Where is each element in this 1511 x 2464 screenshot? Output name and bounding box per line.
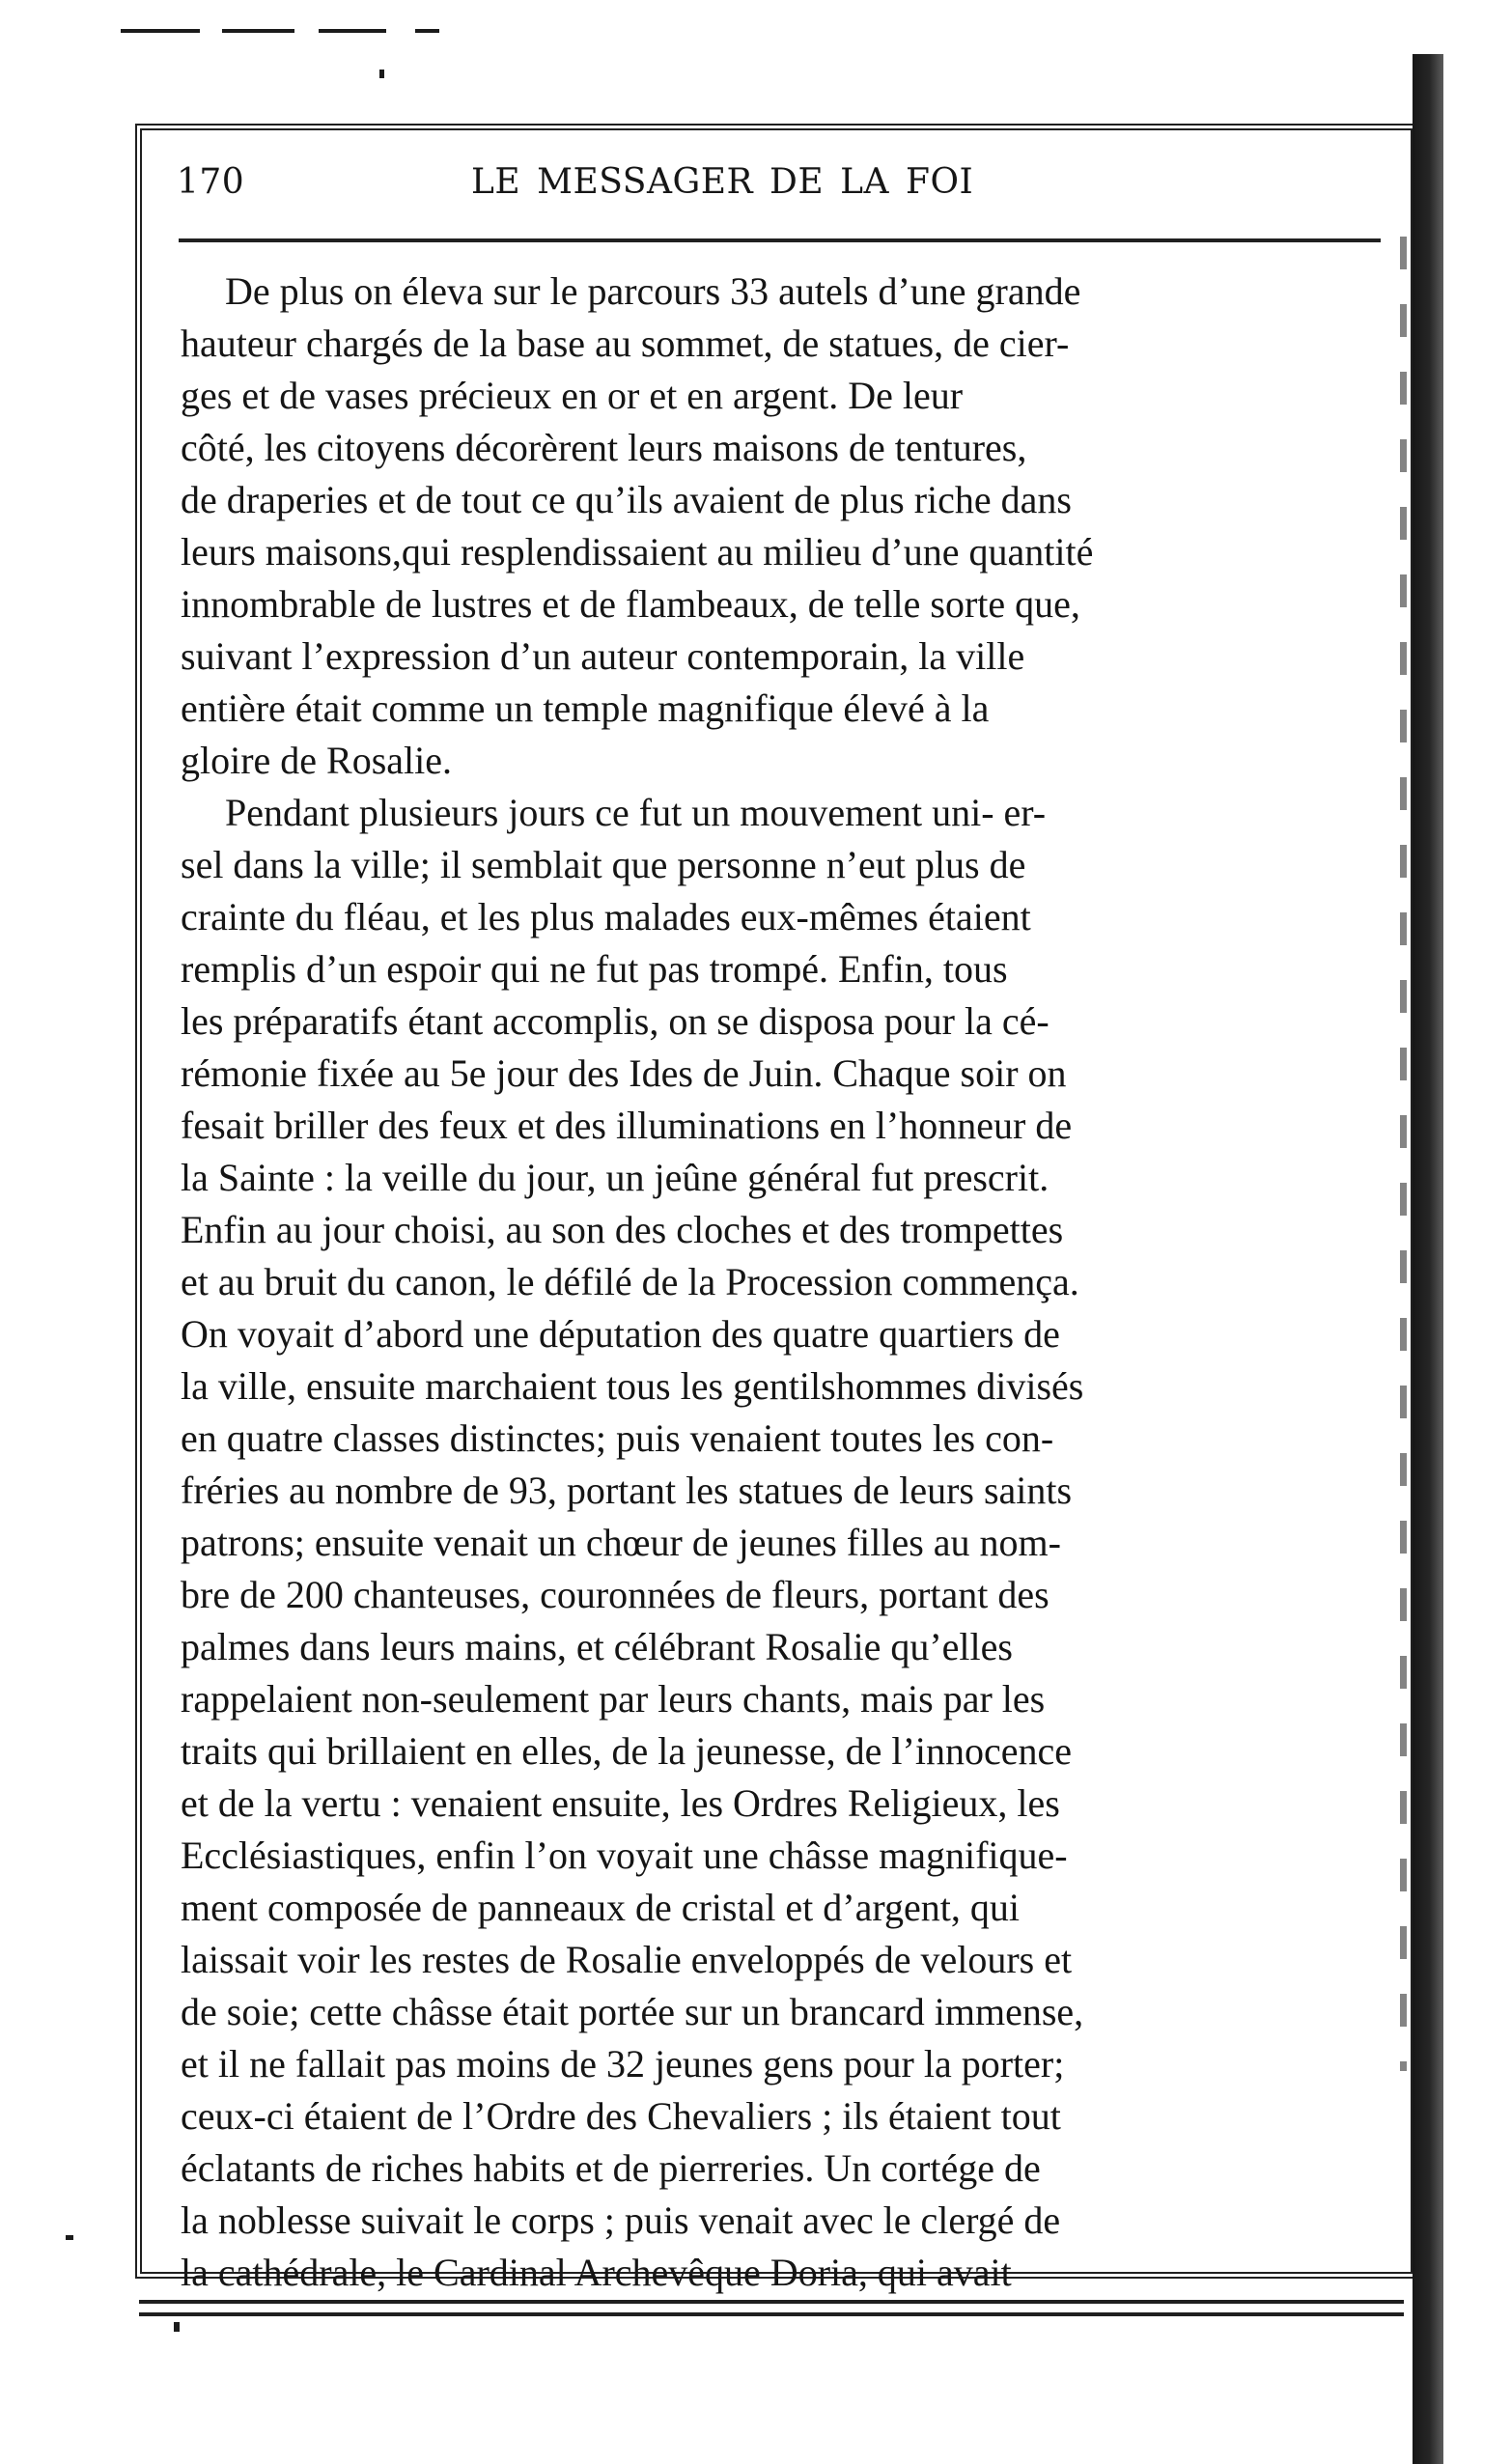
text-line: rémonie fixée au 5e jour des Ides de Juin. Chaque soir on (181, 1051, 1067, 1095)
text-line: leurs maisons,qui resplendissaient au milieu d’une quantité (181, 530, 1094, 574)
text-line: rappelaient non-seulement par leurs chants, mais par les (181, 1677, 1046, 1721)
bottom-rule (139, 2312, 1404, 2316)
page-number: 170 (177, 162, 245, 202)
text-line: innombrable de lustres et de flambeaux, de telle sorte que, (181, 582, 1080, 626)
scan-dot (174, 2322, 180, 2332)
text-line: de soie; cette châsse était portée sur un brancard immense, (181, 1990, 1084, 2033)
text-line: Pendant plusieurs jours ce fut un mouvement uni- er- (225, 791, 1047, 834)
text-line: et de la vertu : venaient ensuite, les Ordres Religieux, les (181, 1781, 1060, 1825)
text-line: éclatants de riches habits et de pierreries. Un cortége de (181, 2146, 1041, 2190)
text-line: On voyait d’abord une députation des quatre quartiers de (181, 1312, 1060, 1356)
bottom-rule (139, 2300, 1404, 2304)
text-line: ges et de vases précieux en or et en argent. De leur (181, 374, 964, 417)
text-line: la noblesse suivait le corps ; puis venait avec le clergé de (181, 2198, 1061, 2242)
text-line: crainte du fléau, et les plus malades eux-mêmes étaient (181, 895, 1031, 938)
text-line: entière était comme un temple magnifique élevé à la (181, 686, 990, 730)
text-line: ment composée de panneaux de cristal et d’argent, qui (181, 1886, 1020, 1929)
header-rule (179, 238, 1381, 242)
text-line: palmes dans leurs mains, et célébrant Rosalie qu’elles (181, 1625, 1013, 1668)
text-line: hauteur chargés de la base au sommet, de statues, de cier- (181, 322, 1070, 365)
text-line: laissait voir les restes de Rosalie enveloppés de velours et (181, 1938, 1073, 1981)
text-line: ceux-ci étaient de l’Ordre des Chevaliers ; ils étaient tout (181, 2094, 1061, 2138)
page-header (177, 162, 1379, 230)
text-line: la cathédrale, le Cardinal Archevêque Doria, qui avait (181, 2251, 1012, 2294)
text-line: et au bruit du canon, le défilé de la Procession commença. (181, 1260, 1079, 1303)
binding-shadow (1400, 237, 1407, 2071)
scan-dot (66, 2235, 73, 2240)
text-line: et il ne fallait pas moins de 32 jeunes gens pour la porter; (181, 2042, 1065, 2086)
text-line: gloire de Rosalie. (181, 739, 453, 782)
text-line: traits qui brillaient en elles, de la jeunesse, de l’innocence (181, 1729, 1072, 1773)
text-line: en quatre classes distinctes; puis venaient toutes les con- (181, 1416, 1054, 1460)
text-line: Enfin au jour choisi, au son des cloches et des trompettes (181, 1208, 1064, 1251)
scan-mark (222, 29, 294, 33)
scan-mark (121, 29, 200, 33)
text-line: suivant l’expression d’un auteur contemporain, la ville (181, 634, 1025, 678)
text-line: Ecclésiastiques, enfin l’on voyait une châsse magnifique- (181, 1834, 1068, 1877)
text-line: fréries au nombre de 93, portant les statues de leurs saints (181, 1469, 1073, 1512)
text-line: fesait briller des feux et des illuminations en l’honneur de (181, 1104, 1073, 1147)
text-line: De plus on éleva sur le parcours 33 autels d’une grande (225, 269, 1081, 313)
text-line: sel dans la ville; il semblait que personne n’eut plus de (181, 843, 1026, 886)
text-line: patrons; ensuite venait un chœur de jeunes filles au nom- (181, 1521, 1061, 1564)
scan-dot (379, 70, 384, 78)
text-line: de draperies et de tout ce qu’ils avaient de plus riche dans (181, 478, 1072, 521)
text-line: bre de 200 chanteuses, couronnées de fleurs, portant des (181, 1573, 1049, 1616)
scan-mark (415, 29, 439, 33)
scan-mark (319, 29, 386, 33)
text-line: côté, les citoyens décorèrent leurs maisons de tentures, (181, 426, 1027, 469)
text-line: les préparatifs étant accomplis, on se disposa pour la cé- (181, 999, 1049, 1043)
text-line: la Sainte : la veille du jour, un jeûne général fut prescrit. (181, 1156, 1049, 1199)
body-text (181, 266, 1375, 2294)
text-line: remplis d’un espoir qui ne fut pas trompé. Enfin, tous (181, 947, 1008, 991)
running-title: LE MESSAGER DE LA FOI (471, 162, 974, 202)
book-binding-edge (1413, 54, 1443, 2464)
text-line: la ville, ensuite marchaient tous les gentilshommes divisés (181, 1364, 1084, 1408)
